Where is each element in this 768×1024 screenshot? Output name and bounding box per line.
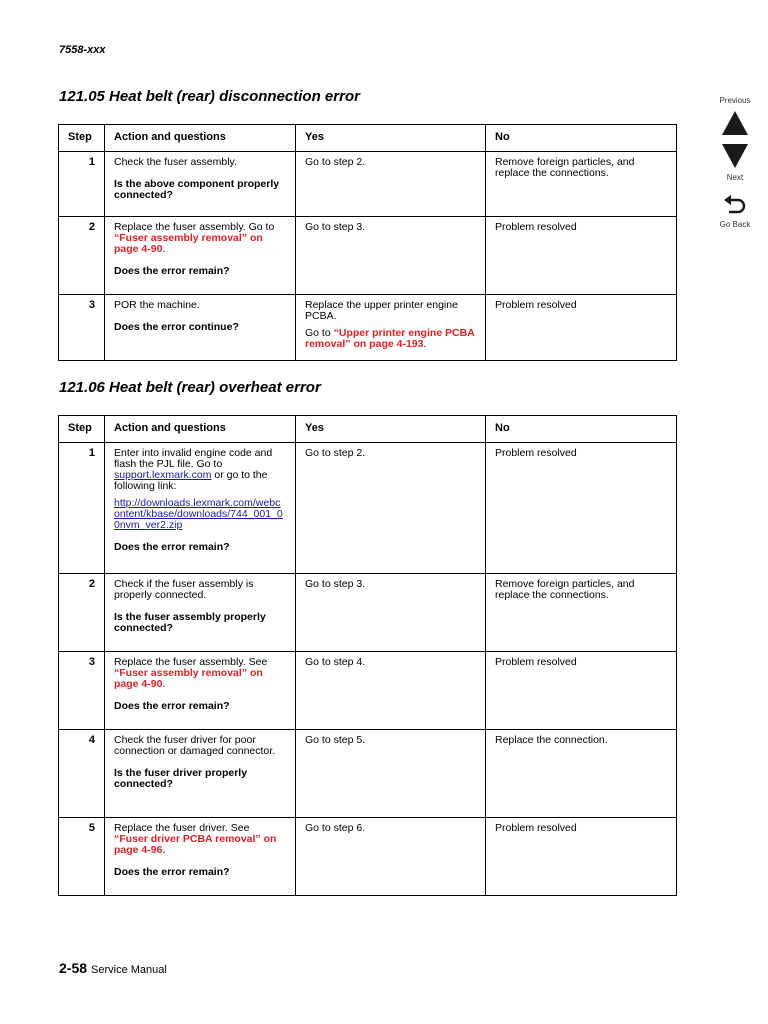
nav-go-back[interactable] — [706, 194, 764, 229]
question-text: Does the error continue? — [114, 321, 239, 333]
support-link[interactable]: support.lexmark.com — [114, 469, 212, 481]
cross-reference-link[interactable]: “Fuser assembly removal” on page 4-90 — [114, 232, 263, 255]
model-number: 7558-xxx — [59, 44, 106, 56]
cross-reference-link[interactable]: “Upper printer engine PCBA removal” on page 4-193 — [305, 327, 475, 350]
question-text: Is the fuser driver properly connected? — [114, 767, 248, 790]
troubleshooting-table-121-06 — [58, 415, 677, 896]
step-number: 1 — [59, 152, 105, 217]
page-footer — [59, 960, 167, 978]
no-cell: Problem resolved — [486, 818, 677, 896]
table-row — [59, 574, 677, 652]
nav-previous[interactable] — [706, 96, 764, 135]
no-cell: Problem resolved — [486, 295, 677, 361]
previous-label: Previous — [719, 96, 751, 105]
col-yes: Yes — [296, 125, 486, 152]
step-number: 1 — [59, 443, 105, 574]
question-text: Does the error remain? — [114, 700, 230, 712]
no-cell: Problem resolved — [486, 217, 677, 295]
table-row — [59, 730, 677, 818]
no-cell: Replace the connection. — [486, 730, 677, 818]
step-number: 3 — [59, 652, 105, 730]
question-text: Is the above component properly connected? — [114, 178, 280, 201]
yes-reference: Go to “Upper printer engine PCBA removal” on page 4-193. — [305, 327, 475, 350]
table-row — [59, 152, 677, 217]
section-title-121-05: 121.05 Heat belt (rear) disconnection error — [59, 88, 360, 105]
question-text: Does the error remain? — [114, 866, 230, 878]
arrow-up-icon[interactable] — [722, 111, 748, 135]
action-text: Check the fuser assembly. — [114, 156, 237, 168]
page-number: 2-58 — [59, 960, 88, 976]
action-text: POR the machine. — [114, 299, 200, 311]
question-text: Is the fuser assembly properly connected? — [114, 611, 266, 634]
action-text: Check the fuser driver for poor connection or damaged connector. — [114, 734, 276, 757]
yes-cell: Go to step 5. — [296, 730, 486, 818]
step-number: 3 — [59, 295, 105, 361]
yes-cell: Go to step 3. — [296, 574, 486, 652]
yes-cell — [296, 295, 486, 361]
yes-cell: Go to step 3. — [296, 217, 486, 295]
troubleshooting-table-121-05 — [58, 124, 677, 361]
no-cell: Remove foreign particles, and replace the connections. — [486, 574, 677, 652]
nav-next[interactable] — [706, 144, 764, 182]
step-number: 5 — [59, 818, 105, 896]
table-row — [59, 295, 677, 361]
yes-cell: Go to step 2. — [296, 152, 486, 217]
download-link[interactable]: http://downloads.lexmark.com/webcontent/kbase/downloads/744_001_00nvm_ver2.zip — [114, 497, 283, 531]
action-cell — [105, 152, 296, 217]
action-cell — [105, 652, 296, 730]
action-text: Replace the fuser assembly. Go to “Fuser assembly removal” on page 4-90. — [114, 221, 275, 255]
step-number: 2 — [59, 217, 105, 295]
col-no: No — [486, 416, 677, 443]
col-no: No — [486, 125, 677, 152]
cross-reference-link[interactable]: “Fuser driver PCBA removal” on page 4-96 — [114, 833, 277, 856]
action-cell — [105, 217, 296, 295]
go-back-label: Go Back — [719, 220, 751, 229]
action-text: Replace the fuser driver. See “Fuser driver PCBA removal” on page 4-96. — [114, 822, 277, 856]
col-yes: Yes — [296, 416, 486, 443]
action-cell — [105, 295, 296, 361]
col-action: Action and questions — [105, 125, 296, 152]
no-cell: Problem resolved — [486, 443, 677, 574]
action-text: Enter into invalid engine code and flash the PJL file. Go to support.lexmark.com or go to the following link: — [114, 447, 273, 492]
action-cell — [105, 574, 296, 652]
yes-text: Replace the upper printer engine PCBA. — [305, 299, 458, 322]
section-title-121-06: 121.06 Heat belt (rear) overheat error — [59, 379, 321, 396]
no-cell: Remove foreign particles, and replace the connections. — [486, 152, 677, 217]
yes-cell: Go to step 6. — [296, 818, 486, 896]
action-cell — [105, 443, 296, 574]
no-cell: Problem resolved — [486, 652, 677, 730]
table-row — [59, 818, 677, 896]
next-label: Next — [726, 173, 744, 182]
arrow-down-icon[interactable] — [722, 144, 748, 168]
col-step: Step — [59, 416, 105, 443]
action-text: Check if the fuser assembly is properly connected. — [114, 578, 254, 601]
table-header-row — [59, 125, 677, 152]
action-cell — [105, 818, 296, 896]
cross-reference-link[interactable]: “Fuser assembly removal” on page 4-90 — [114, 667, 263, 690]
step-number: 2 — [59, 574, 105, 652]
action-cell — [105, 730, 296, 818]
manual-title: Service Manual — [91, 964, 167, 976]
go-back-icon[interactable] — [721, 194, 749, 218]
col-step: Step — [59, 125, 105, 152]
table-header-row — [59, 416, 677, 443]
question-text: Does the error remain? — [114, 265, 230, 277]
yes-cell: Go to step 2. — [296, 443, 486, 574]
yes-cell: Go to step 4. — [296, 652, 486, 730]
table-row — [59, 443, 677, 574]
action-text: Replace the fuser assembly. See “Fuser assembly removal” on page 4-90. — [114, 656, 268, 690]
step-number: 4 — [59, 730, 105, 818]
question-text: Does the error remain? — [114, 541, 230, 553]
col-action: Action and questions — [105, 416, 296, 443]
table-row — [59, 652, 677, 730]
table-row — [59, 217, 677, 295]
